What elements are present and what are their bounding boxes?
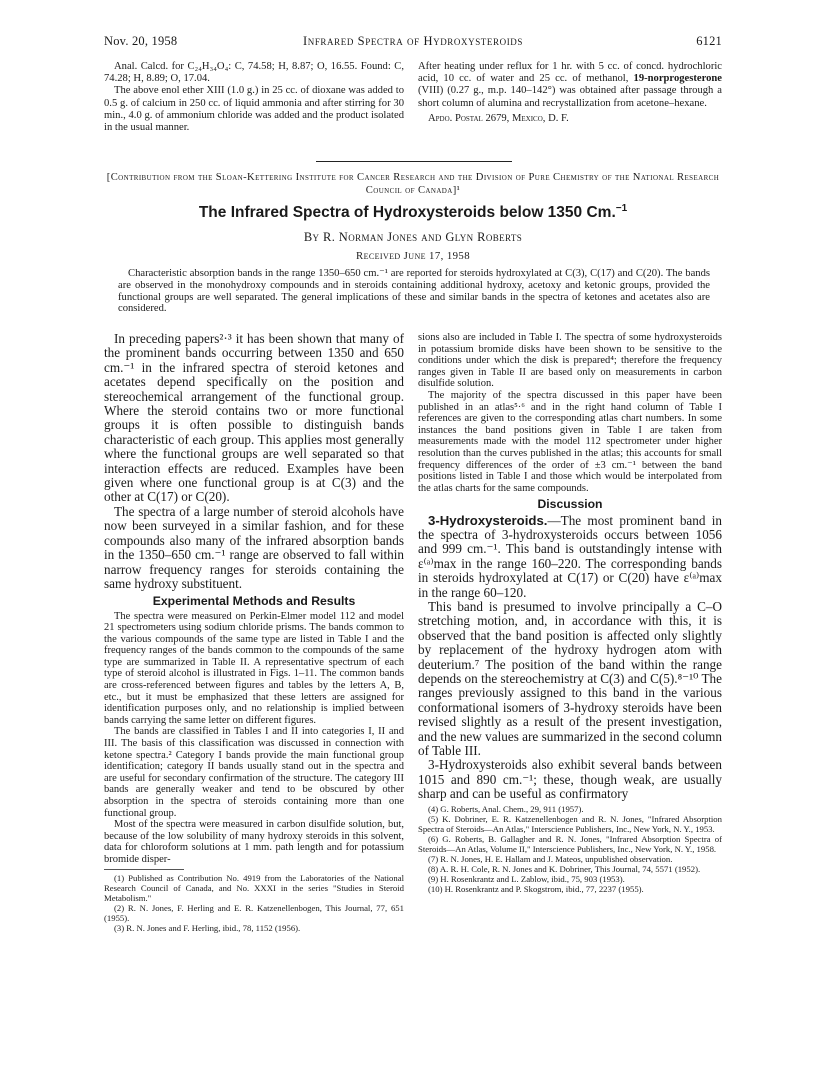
footnote-9: (9) H. Rosenkrantz and L. Zablow, ibid., 75, 903 (1953). bbox=[428, 874, 625, 885]
section-divider bbox=[316, 161, 512, 162]
left-column bbox=[104, 332, 404, 933]
reflux-paragraph bbox=[418, 61, 722, 110]
authors: By R. Norman Jones and Glyn Roberts bbox=[303, 230, 523, 244]
issue-date: Nov. 20, 1958 bbox=[104, 34, 178, 48]
section-heading-methods: Experimental Methods and Results bbox=[152, 594, 356, 609]
atlas-paragraph: The majority of the spectra discussed in this paper have been published in an atlas⁵·⁶ and in the right hand column of Table I references are given to the corresponding atlas chart numbers. In some instances the band positions given in Table I are taken from measurements made with the model 112 spectrometer under higher resolution than the curves published in the atlas; this accounts for small frequency differences of the order of ±3 cm.⁻¹ between the band positions listed in Table I and those which would be interpolated from the atlas charts for the same compounds. bbox=[418, 389, 722, 494]
footnote-10: (10) H. Rosenkrantz and P. Skogstrom, ibid., 77, 2237 (1955). bbox=[428, 884, 644, 895]
footnote-rule bbox=[104, 869, 184, 870]
intro-paragraph-2: The spectra of a large number of steroid alcohols have now been surveyed in a similar fashion, and for these compounds also many of the infrared absorption bands in the 1350–650 cm.⁻¹ range are observed to fall within narrow frequency ranges for steroids containing the same hydroxy substituent. bbox=[104, 503, 404, 591]
discussion-paragraph-1 bbox=[418, 514, 722, 600]
footnote-5: (5) K. Dobriner, E. R. Katzenellenbogen and R. N. Jones, "Infrared Absorption Spectra of Steroids—An Atlas," Interscience Publishers, Inc., New York, N. Y., 1953. bbox=[418, 813, 722, 834]
analysis-paragraph: Anal. Calcd. for C₂₄H₃₄O₄: C, 74.58; H, 8.87; O, 16.55. Found: C, 74.28; H, 8.89; O, 17.04. bbox=[104, 61, 404, 85]
experimental-paragraph: The above enol ether XIII (1.0 g.) in 25 cc. of dioxane was added to 0.5 g. of calcium in 250 cc. of liquid ammonia and after stirring for 30 min., 4.0 g. of ammonium chloride was added and the product isolated in the usual manner. bbox=[104, 85, 404, 134]
discussion-paragraph-1-text: —The most prominent band in the spectra of 3-hydroxysteroids occurs between 1056 and 999 cm.⁻¹. This band is outstandingly intense with ε⁽ᵃ⁾max in the range 160–220. The corresponding bands in steroids hydroxylated at C(17) or C(20) have ε⁽ᵃ⁾max in the range 60–120. bbox=[418, 512, 722, 600]
previous-article-end-left bbox=[104, 61, 404, 134]
methods-paragraph-2: The bands are classified in Tables I and II into categories I, II and III. The basis of this classification was discussed in connection with ketone spectra.² Category I bands provide the main functional group identification; category II bands usually stand out in the spectra and are useful for secondary confirmation of the structure. The category III bands are generally weaker and tend to be obscured by other absorption in the spectra of steroids containing more than one functional group. bbox=[104, 726, 404, 819]
footnote-4: (4) G. Roberts, Anal. Chem., 29, 911 (1957). bbox=[428, 803, 584, 814]
received-date: Received June 17, 1958 bbox=[355, 250, 471, 262]
running-title: Infrared Spectra of Hydroxysteroids bbox=[302, 34, 524, 48]
reflux-text-b: (VIII) (0.27 g., m.p. 140–142°) was obtained after passage through a short column of alumina and recrystallization from acetone–hexane. bbox=[418, 85, 722, 109]
discussion-paragraph-2: This band is presumed to involve principally a C–O stretching motion, and, in accordance with this, it is observed that the band position is affected only slightly by replacement of the hydroxy hydrogen atom with deuterium.⁷ The position of the band within the range depends on the stereochemistry at C(3) and C(5).⁸⁻¹⁰ The ranges previously assigned to this band in the various conformational isomers of 3-hydroxy steroids have been revised slightly as a result of the present investigation, and the new values are summarized in the second column of Table III. bbox=[418, 598, 722, 759]
footnote-6: (6) G. Roberts, B. Gallagher and R. N. Jones, "Infrared Absorption Spectra of Steroids—An Atlas, Volume II," Interscience Publishers, Inc., New York, N. Y., 1958. bbox=[418, 833, 722, 855]
methods-paragraph-3: Most of the spectra were measured in carbon disulfide solution, but, because of the low solubility of many hydroxy steroids in this solvent, data for chloroform solutions at 1 mm. path length and for potassium bromide disper- bbox=[104, 819, 404, 865]
footnote-8: (8) A. R. H. Cole, R. N. Jones and K. Dobriner, This Journal, 74, 5571 (1952). bbox=[428, 864, 701, 875]
address: Apdo. Postal 2679, Mexico, D. F. bbox=[428, 112, 569, 124]
footnote-2: (2) R. N. Jones, F. Herling and E. R. Katzenellenbogen, This Journal, 77, 651 (1955). bbox=[104, 902, 404, 923]
subsection-heading: 3-Hydroxysteroids. bbox=[428, 512, 548, 528]
previous-article-end-right bbox=[418, 61, 722, 125]
title-superscript: −1 bbox=[615, 202, 628, 214]
title-text: The Infrared Spectra of Hydroxysteroids below 1350 Cm. bbox=[198, 204, 616, 221]
footnote-1: (1) Published as Contribution No. 4919 from the Laboratories of the National Research Council of Canada, and No. XXXI in the series "Studies in Steroid Metabolism." bbox=[104, 872, 404, 903]
abstract bbox=[118, 268, 710, 315]
page-number: 6121 bbox=[696, 34, 722, 48]
section-heading-discussion: Discussion bbox=[537, 497, 603, 512]
footnote-3: (3) R. N. Jones and F. Herling, ibid., 78, 1152 (1956). bbox=[114, 923, 301, 934]
compound-name: 19-norprogesterone bbox=[633, 73, 722, 85]
methods-continued-paragraph: sions also are included in Table I. The spectra of some hydroxysteroids in potassium bromide disks have been shown to be sensitive to the conditions under which the disk is prepared⁴; therefore the frequency ranges given in Table II are based only on measurements in carbon disulfide solution. bbox=[418, 332, 722, 390]
intro-paragraph-1: In preceding papers²·³ it has been shown that many of the prominent bands occurring between 1350 and 650 cm.⁻¹ in the infrared spectra of steroid ketones and acetates depend specifically on the position and stereochemical arrangement of the functional group. Where the steroid contains two or more functional groups it is often possible to distinguish bands characteristic of each group. This applies most generally where the functional groups are well separated so that interaction effects are reduced. Examples have been given where one functional group is at C(3) and the other at C(17) or C(20). bbox=[104, 331, 404, 505]
footnote-7: (7) R. N. Jones, H. E. Hallam and J. Mateos, unpublished observation. bbox=[428, 854, 673, 865]
methods-paragraph-1: The spectra were measured on Perkin-Elmer model 112 and model 21 spectrometers using sodium chloride prisms. The bands common to the various compounds of the same type are listed in Table I and the frequency ranges of the bands common to the compounds of the same type are summarized in Table II. A representative spectrum of each type of steroid alcohol is illustrated in Figs. 1–11. The common bands are cross-referenced between figures and tables by the letters A, B, etc., but it must be emphasized that these letters are assigned for identification purposes only, and no relationship is implied between bands carrying the same letter on different figures. bbox=[104, 610, 404, 726]
right-column bbox=[418, 332, 722, 894]
contribution-note: [Contribution from the Sloan-Kettering Institute for Cancer Research and the Division of Pure Chemistry of the National Research Council of Canada]¹ bbox=[106, 172, 720, 196]
article-title bbox=[104, 204, 722, 222]
abstract-text: Characteristic absorption bands in the range 1350–650 cm.⁻¹ are reported for steroids hydroxylated at C(3), C(17) and C(20). The bands are observed in the monohydroxy compounds and in steroids containing additional hydroxy, acetoxy and ketonic groups, provided the functional groups are well separated. The general implications of these and similar bands in the spectra of ketones and acetates also are considered. bbox=[118, 268, 710, 315]
discussion-paragraph-3: 3-Hydroxysteroids also exhibit several bands between 1015 and 890 cm.⁻¹; these, though weak, are usually sharp and can be useful as confirmatory bbox=[418, 757, 722, 802]
running-head bbox=[104, 34, 722, 50]
reflux-text-a: After heating under reflux for 1 hr. with 5 cc. of concd. hydrochloric acid, 10 cc. of water and 25 cc. of methanol, bbox=[418, 61, 722, 85]
